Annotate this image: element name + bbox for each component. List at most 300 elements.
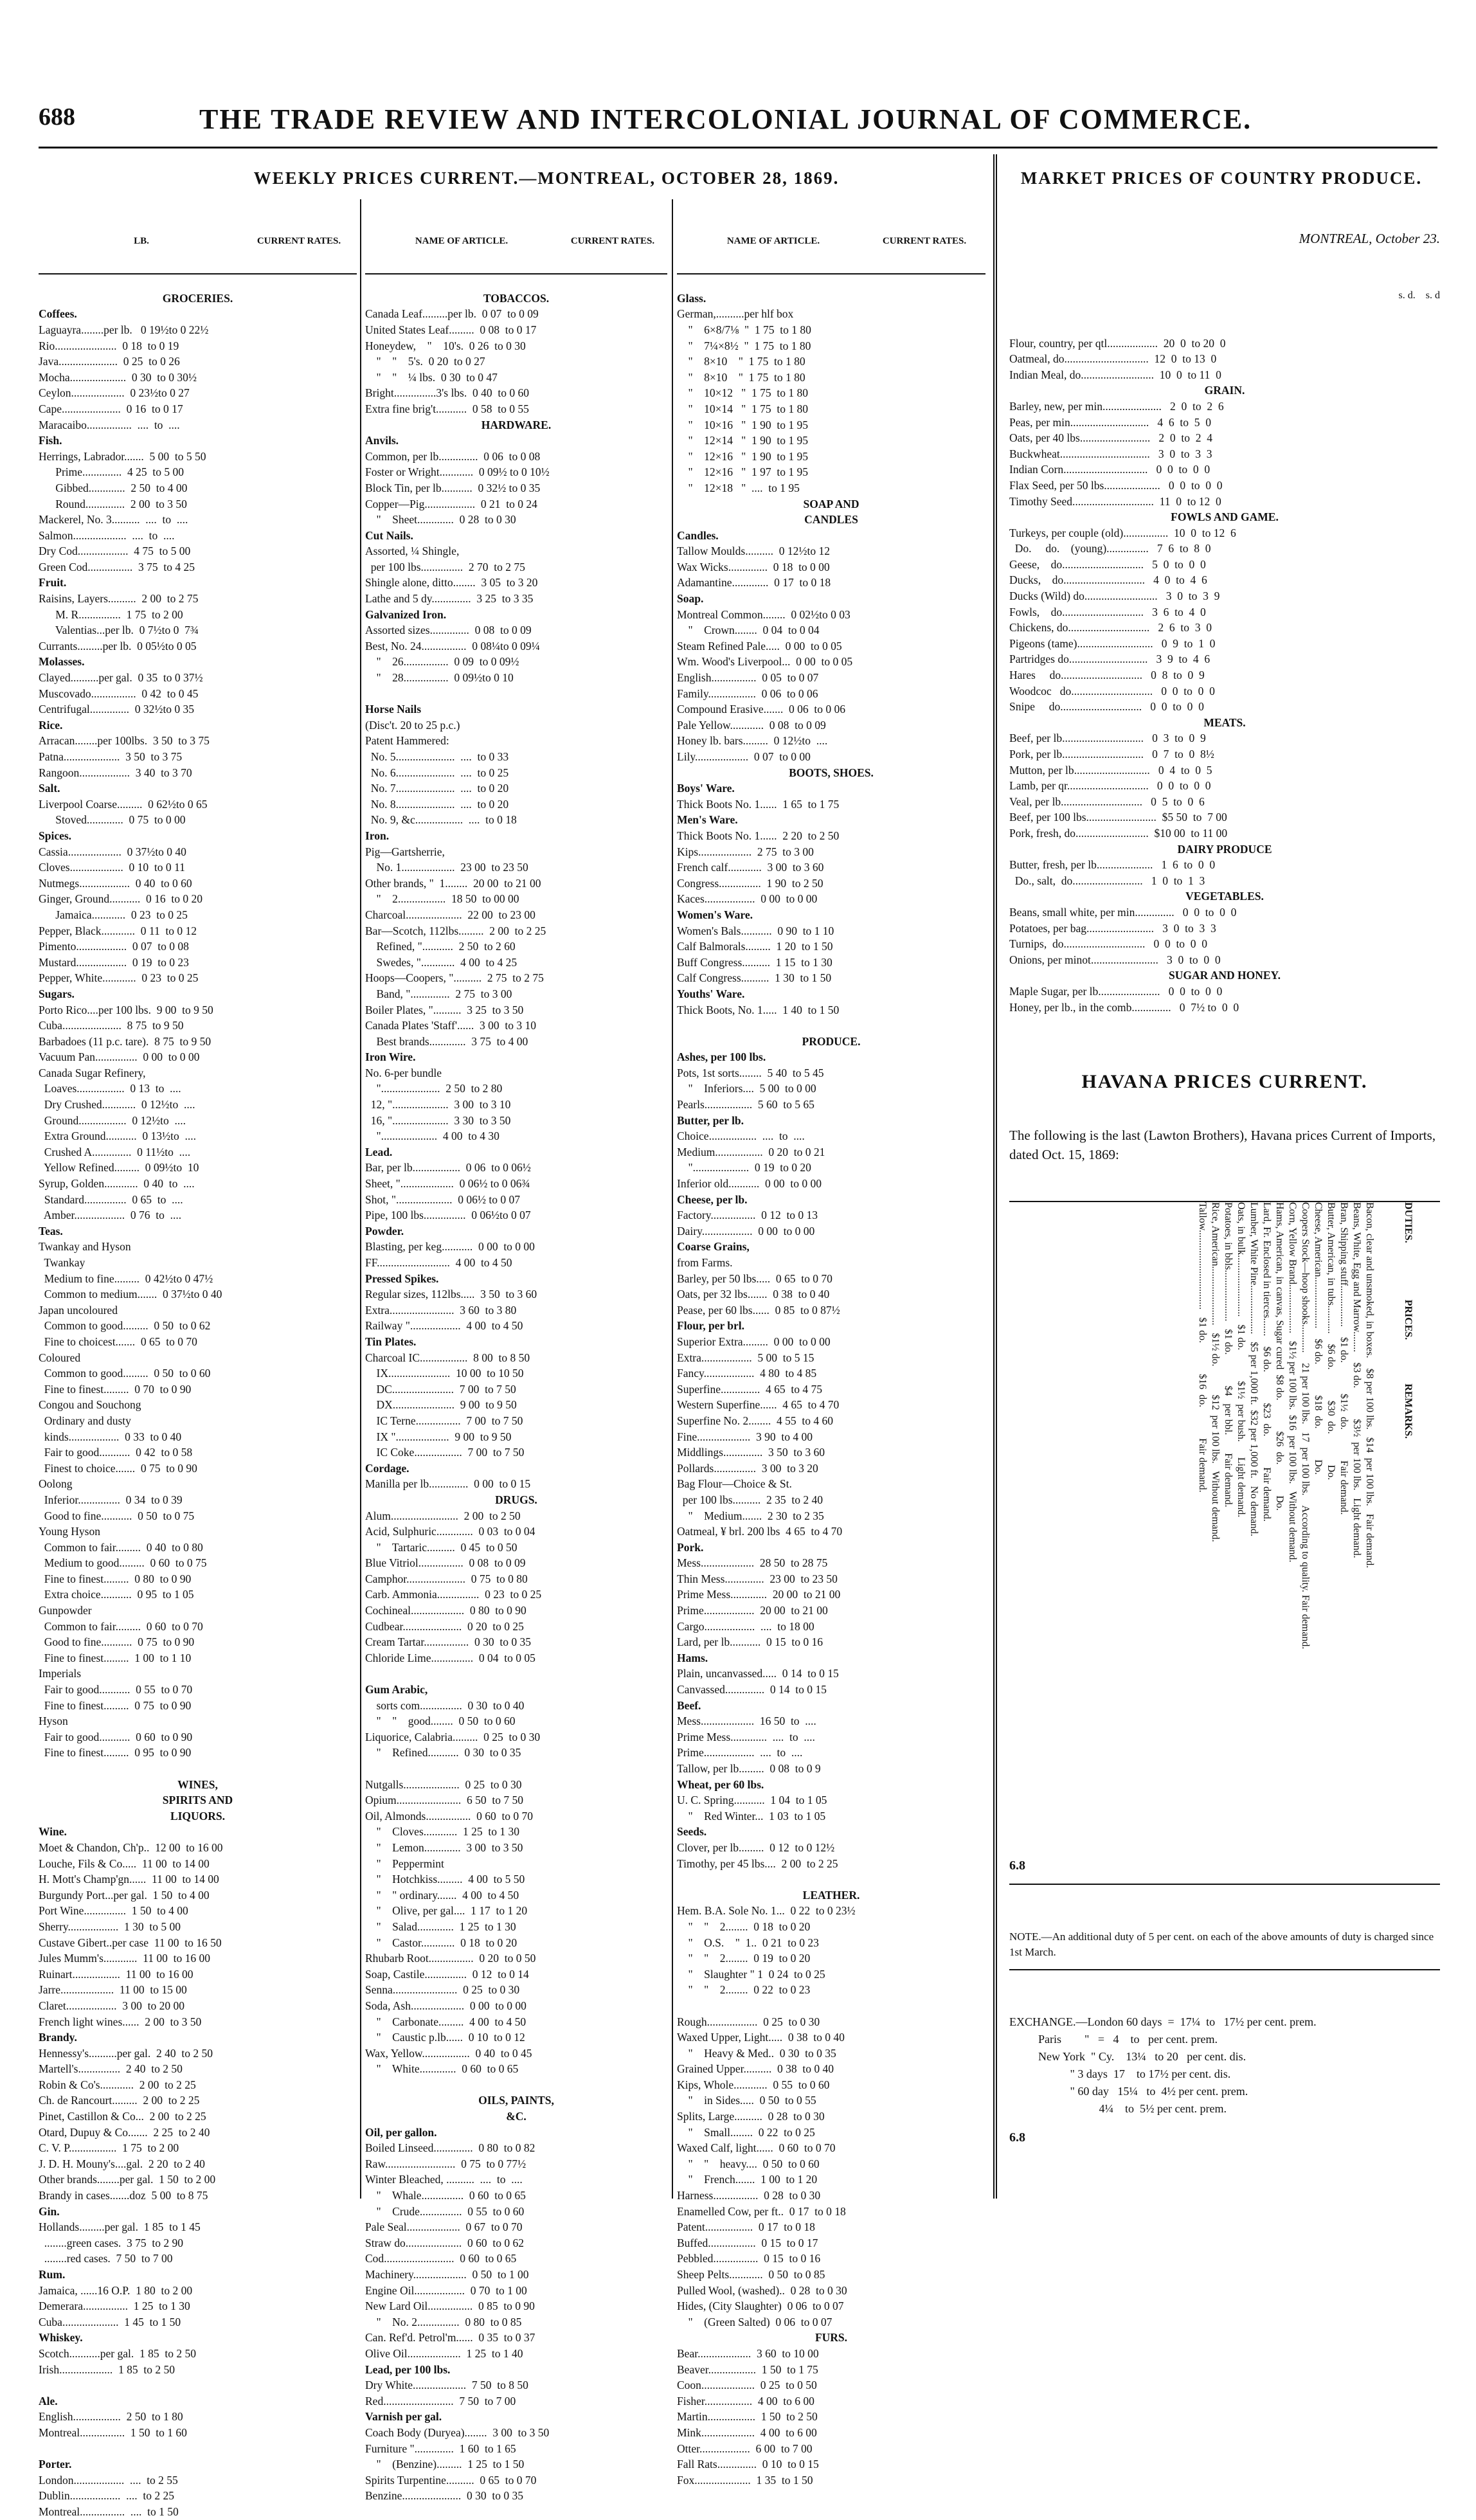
price-line: Geese, do............................. 5 0 to 0 0 <box>1009 557 1206 571</box>
price-line: Inferior old........... 0 00 to 0 00 <box>677 1177 822 1191</box>
price-line: Railway ".................. 4 00 to 4 50 <box>365 1319 523 1333</box>
havana-row: Lumber, White Pine................... $5 per 1,000 ft. $32 per 1,000 ft. No demand. <box>1248 1202 1259 1536</box>
exchange-line: Paris " = 4 to per cent. prem. <box>1009 2033 1218 2046</box>
price-line: Extra.................. 5 00 to 5 15 <box>677 1351 815 1364</box>
category-heading: Soap. <box>677 592 704 606</box>
category-heading: Lead, per 100 lbs. <box>365 2362 451 2376</box>
price-line: Canada Leaf.........per lb. 0 07 to 0 09 <box>365 307 539 321</box>
price-line: Martin................. 1 50 to 2 50 <box>677 2410 818 2424</box>
price-line <box>39 2377 357 2393</box>
price-line: Engine Oil.................. 0 70 to 1 00 <box>365 2283 527 2297</box>
exchange-line: EXCHANGE.—London 60 days = 17¼ to 17½ per cent. prem. <box>1009 2015 1317 2029</box>
price-line: ........red cases. 7 50 to 7 00 <box>39 2252 173 2265</box>
price-line: Cochineal................... 0 80 to 0 90 <box>365 1604 526 1617</box>
price-line: Charcoal.................... 22 00 to 23 00 <box>365 908 536 921</box>
price-line: Superfine.............. 4 65 to 4 75 <box>677 1382 823 1396</box>
price-line: Blue Vitriol................ 0 08 to 0 09 <box>365 1556 526 1570</box>
price-line: Prime.................. .... to .... <box>677 1746 803 1760</box>
price-line: Hem. B.A. Sole No. 1... 0 22 to 0 23½ <box>677 1904 856 1918</box>
price-line: " 7¼×8½ " 1 75 to 1 80 <box>677 339 811 352</box>
price-line: " Hotchkiss......... 4 00 to 5 50 <box>365 1873 525 1886</box>
price-line: " Refined........... 0 30 to 0 35 <box>365 1746 521 1760</box>
price-line <box>365 686 667 702</box>
price-line: Furniture ".............. 1 60 to 1 65 <box>365 2442 516 2455</box>
country-produce-list <box>1009 336 1440 1016</box>
price-line: Thick Boots No. 1...... 1 65 to 1 75 <box>677 797 840 811</box>
price-line: Montreal................ 1 50 to 1 60 <box>39 2426 187 2439</box>
price-line: " 12×14 " 1 90 to 1 95 <box>677 434 809 447</box>
exchange-line: " 60 day 15¼ to 4½ per cent. prem. <box>1009 2085 1248 2098</box>
prices-column-3 <box>677 199 986 2487</box>
section-heading: LIQUORS. <box>170 1809 226 1823</box>
price-line: " 12×16 " 1 97 to 1 95 <box>677 465 809 479</box>
category-heading: Fish. <box>39 434 62 447</box>
price-line: Mink................... 4 00 to 6 00 <box>677 2426 817 2439</box>
price-line: Fair to good........... 0 55 to 0 70 <box>39 1683 193 1697</box>
price-line: Indian Meal, do.......................... 10 0 to 11 0 <box>1009 368 1221 381</box>
price-line: Porto Rico....per 100 lbs. 9 00 to 9 50 <box>39 1003 213 1016</box>
price-line: " 2................. 18 50 to 00 00 <box>365 892 519 906</box>
category-heading: Gum Arabic, <box>365 1683 428 1697</box>
price-line: Do. do. (young)............... 7 6 to 8 0 <box>1009 542 1211 555</box>
price-line: Liverpool Coarse......... 0 62½to 0 65 <box>39 797 208 811</box>
price-line: Manilla per lb.............. 0 00 to 0 15 <box>365 1477 531 1491</box>
section-heading: FOWLS AND GAME. <box>1171 510 1279 524</box>
price-line: Bright...............3's lbs. 0 40 to 0 60 <box>365 386 529 400</box>
price-line: Soda, Ash................... 0 00 to 0 00 <box>365 1999 526 2012</box>
price-line: Beaver................. 1 50 to 1 75 <box>677 2362 818 2376</box>
price-line: Dry White................... 7 50 to 8 50 <box>365 2379 528 2392</box>
price-line <box>677 1018 986 1034</box>
category-heading: Pressed Spikes. <box>365 1272 439 1285</box>
price-line: Wax, Yellow................. 0 40 to 0 45 <box>365 2046 532 2060</box>
price-line: " " ¼ lbs. 0 30 to 0 47 <box>365 370 498 384</box>
section-heading: GRAIN. <box>1204 384 1245 397</box>
price-line <box>39 2441 357 2457</box>
prices-column-2 <box>365 199 667 2503</box>
price-line: Liquorice, Calabria......... 0 25 to 0 30 <box>365 1730 541 1743</box>
price-line: Honeydew, " 10's. 0 26 to 0 30 <box>365 339 526 352</box>
price-line: Other brands, " 1........ 20 00 to 21 00 <box>365 876 541 890</box>
price-line: Dublin.................. .... to 2 25 <box>39 2489 174 2503</box>
price-line: Beef, per lb............................. 0 3 to 0 9 <box>1009 732 1206 745</box>
category-heading: Molasses. <box>39 655 85 669</box>
price-line: per 100 lbs.......... 2 35 to 2 40 <box>677 1493 824 1506</box>
price-line: Western Superfine...... 4 65 to 4 70 <box>677 1398 840 1412</box>
price-line: Standard............... 0 65 to .... <box>39 1192 183 1206</box>
country-produce-column <box>1009 199 1440 2205</box>
price-line: Calf Balmorals......... 1 20 to 1 50 <box>677 940 833 953</box>
price-line: " Slaughter " 1 0 24 to 0 25 <box>677 1967 825 1981</box>
category-heading: Iron. <box>365 829 390 842</box>
price-line: Mess................... 28 50 to 28 75 <box>677 1556 828 1570</box>
havana-note: NOTE.—An additional duty of 5 per cent. on each of the above amounts of duty is charged since 1st March. <box>1009 1929 1440 1970</box>
section-heading: MEATS. <box>1203 716 1246 729</box>
price-line: Coon................... 0 25 to 0 50 <box>677 2379 817 2392</box>
price-line <box>365 1761 667 1777</box>
price-line: Barley, new, per min..................... 2 0 to 2 6 <box>1009 399 1224 413</box>
price-line: Ginger, Ground........... 0 16 to 0 20 <box>39 892 203 906</box>
price-line: 16, ".................... 3 30 to 3 50 <box>365 1113 511 1127</box>
price-line: Adamantine............. 0 17 to 0 18 <box>677 576 831 590</box>
header-name-of-article: NAME OF ARTICLE. <box>415 236 509 247</box>
price-line: Fair to good........... 0 60 to 0 90 <box>39 1730 193 1743</box>
price-line: " 8×10 " 1 75 to 1 80 <box>677 370 806 384</box>
price-line: Assorted, ¼ Shingle, <box>365 544 460 558</box>
price-line: Good to fine........... 0 50 to 0 75 <box>39 1509 195 1522</box>
price-line: Can. Ref'd. Petrol'm...... 0 35 to 0 37 <box>365 2331 536 2344</box>
section-heading: SOAP AND <box>803 497 860 510</box>
category-heading: Powder. <box>365 1224 404 1238</box>
price-line: Medium................. 0 20 to 0 21 <box>677 1145 825 1158</box>
price-line: Dry Crushed............ 0 12½to .... <box>39 1098 195 1112</box>
price-line: Extra fine brig't........... 0 58 to 0 55 <box>365 402 529 415</box>
price-line: London.................. .... to 2 55 <box>39 2473 178 2487</box>
havana-row: Bacon, clear and unsmoked, in boxes. $8 per 100 lbs. $14 per 100 lbs. Fair demand. <box>1364 1202 1375 1569</box>
price-line: No. 9, &c................. .... to 0 18 <box>365 813 517 827</box>
category-heading: Fruit. <box>39 576 67 590</box>
price-line: Lathe and 5 dy.............. 3 25 to 3 35 <box>365 592 534 606</box>
price-line: No. 5..................... .... to 0 33 <box>365 750 509 763</box>
price-line <box>39 1761 357 1777</box>
price-line: Hyson <box>39 1715 68 1728</box>
section-heading: DAIRY PRODUCE <box>1177 842 1272 856</box>
category-heading: Butter, per lb. <box>677 1113 744 1127</box>
price-line: Kips, Whole............ 0 55 to 0 60 <box>677 2078 830 2091</box>
price-line: Enamelled Cow, per ft.. 0 17 to 0 18 <box>677 2204 846 2218</box>
price-line: Other brands........per gal. 1 50 to 2 00 <box>39 2173 216 2186</box>
price-line: Congress............... 1 90 to 2 50 <box>677 876 824 890</box>
price-line: Jamaica, ......16 O.P. 1 80 to 2 00 <box>39 2283 193 2297</box>
price-line: Pork, fresh, do.......................... $10 00 to 11 00 <box>1009 826 1228 840</box>
header-current-rates: CURRENT RATES. <box>882 236 967 247</box>
price-line: Custave Gibert..per case 11 00 to 16 50 <box>39 1936 222 1949</box>
price-line: " Small........ 0 22 to 0 25 <box>677 2125 815 2139</box>
price-line: Robin & Co's............ 2 00 to 2 25 <box>39 2078 196 2091</box>
price-line: Fine to finest......... 1 00 to 1 10 <box>39 1651 192 1664</box>
category-heading: Candles. <box>677 528 719 542</box>
price-line: New Lard Oil................ 0 85 to 0 90 <box>365 2300 535 2313</box>
price-line: Oats, per 40 lbs......................... 2 0 to 2 4 <box>1009 431 1212 445</box>
price-line: Maracaibo................ .... to .... <box>39 418 180 431</box>
section-heading: TOBACCOS. <box>483 291 550 305</box>
price-line: Cape..................... 0 16 to 0 17 <box>39 402 183 415</box>
havana-columns: DUTIES. PRICES. REMARKS. <box>1403 1202 1414 1439</box>
category-heading: Ashes, per 100 lbs. <box>677 1050 766 1064</box>
price-line: Sherry.................. 1 30 to 5 00 <box>39 1920 181 1933</box>
category-heading: Boys' Ware. <box>677 782 735 795</box>
price-line: (Disc't. 20 to 25 p.c.) <box>365 718 460 732</box>
price-line: Burgundy Port...per gal. 1 50 to 4 00 <box>39 1888 210 1902</box>
page-number: 688 <box>39 104 75 130</box>
price-line: Thick Boots No. 1...... 2 20 to 2 50 <box>677 829 840 842</box>
price-line: Valentias...per lb. 0 7½to 0 7¾ <box>39 624 199 637</box>
price-line: Cod......................... 0 60 to 0 65 <box>365 2252 517 2265</box>
category-heading: Horse Nails <box>365 703 422 716</box>
price-line: Claret.................. 3 00 to 20 00 <box>39 1999 184 2012</box>
price-line: Buffed................. 0 15 to 0 17 <box>677 2236 818 2249</box>
havana-intro: The following is the last (Lawton Brothers), Havana prices Current of Imports, dated Oct. 15, 1869: <box>1009 1127 1436 1162</box>
price-line: Fine to finest......... 0 75 to 0 90 <box>39 1698 192 1712</box>
price-line <box>677 1998 986 2014</box>
price-line: " " heavy.... 0 50 to 0 60 <box>677 2157 820 2170</box>
price-line: Straw do.................... 0 60 to 0 62 <box>365 2236 524 2249</box>
price-line: Shingle alone, ditto........ 3 05 to 3 20 <box>365 576 538 590</box>
price-line: " Olive, per gal.... 1 17 to 1 20 <box>365 1904 528 1918</box>
price-line: Pinet, Castillon & Co... 2 00 to 2 25 <box>39 2110 206 2123</box>
column-divider <box>360 199 361 2199</box>
price-line: Superior Extra......... 0 00 to 0 00 <box>677 1335 831 1348</box>
category-heading: Wine. <box>39 1825 67 1839</box>
price-line: Refined, "........... 2 50 to 2 60 <box>365 940 516 953</box>
price-line: " 10×16 " 1 90 to 1 95 <box>677 418 809 431</box>
price-line: Beef, per 100 lbs......................... $5 50 to 7 00 <box>1009 811 1227 824</box>
masthead: THE TRADE REVIEW AND INTERCOLONIAL JOURNAL OF COMMERCE. <box>199 104 1252 135</box>
price-line: Pale Seal................... 0 67 to 0 70 <box>365 2220 523 2234</box>
price-line: Patent Hammered: <box>365 734 449 748</box>
price-line: J. D. H. Mouny's....gal. 2 20 to 2 40 <box>39 2157 205 2170</box>
price-line: Patent................. 0 17 to 0 18 <box>677 2220 815 2234</box>
price-line: Medium to fine......... 0 42½to 0 47½ <box>39 1272 213 1285</box>
category-heading: Gin. <box>39 2204 60 2218</box>
price-line: Montreal Common........ 0 02½to 0 03 <box>677 608 851 621</box>
section-heading: CANDLES <box>804 513 858 526</box>
price-line: Plain, uncanvassed..... 0 14 to 0 15 <box>677 1667 839 1680</box>
section-heading: FURS. <box>815 2331 848 2344</box>
price-line: IX "................... 9 00 to 9 50 <box>365 1430 512 1443</box>
price-line: Imperials <box>39 1667 82 1680</box>
price-line: Sheet, "................... 0 06½ to 0 06¾ <box>365 1177 530 1191</box>
price-line: Turkeys, per couple (old)................ 10 0 to 12 6 <box>1009 526 1236 539</box>
price-line: Prime.................. 20 00 to 21 00 <box>677 1604 828 1617</box>
price-line: Band, ".............. 2 75 to 3 00 <box>365 987 512 1000</box>
section-heading: LEATHER. <box>802 1888 860 1902</box>
price-line: Hollands.........per gal. 1 85 to 1 45 <box>39 2220 201 2234</box>
price-line: " White............. 0 60 to 0 65 <box>365 2062 519 2076</box>
havana-row: Lard, Fr. Enclosed in tierces....... $6 do. $23 do. Fair demand. <box>1261 1202 1272 1522</box>
price-line: " O.S. " 1.. 0 21 to 0 23 <box>677 1936 819 1949</box>
price-line: " " 5's. 0 20 to 0 27 <box>365 355 485 368</box>
price-line: 12, ".................... 3 00 to 3 10 <box>365 1098 511 1112</box>
price-line: Syrup, Golden............ 0 40 to .... <box>39 1177 195 1191</box>
price-line: " Cloves............ 1 25 to 1 30 <box>365 1825 519 1839</box>
price-line: Oats, per 32 lbs....... 0 38 to 0 40 <box>677 1288 830 1301</box>
price-line: "..................... 2 50 to 2 80 <box>365 1082 503 1095</box>
price-line: Common to medium....... 0 37½to 0 40 <box>39 1288 222 1301</box>
price-line: Common to good......... 0 50 to 0 62 <box>39 1319 211 1333</box>
price-line: Steam Refined Pale..... 0 00 to 0 05 <box>677 639 842 652</box>
price-line: Wm. Wood's Liverpool... 0 00 to 0 05 <box>677 655 853 669</box>
price-line: Loaves................. 0 13 to .... <box>39 1082 181 1095</box>
price-line: Cargo.................. .... to 18 00 <box>677 1619 815 1633</box>
price-line: Ground................. 0 12½to .... <box>39 1113 186 1127</box>
price-line: United States Leaf......... 0 08 to 0 17 <box>365 323 537 336</box>
price-line: Onions, per minot........................ 3 0 to 0 0 <box>1009 953 1221 966</box>
price-line: Medium to good......... 0 60 to 0 75 <box>39 1556 207 1570</box>
price-line: Oatmeal, ¥ brl. 200 lbs 4 65 to 4 70 <box>677 1525 843 1538</box>
price-line: Pork, per lb............................. 0 7 to 0 8½ <box>1009 748 1214 760</box>
price-line: Common to good......... 0 50 to 0 60 <box>39 1367 211 1380</box>
price-line: Louche, Fils & Co..... 11 00 to 14 00 <box>39 1857 210 1870</box>
price-line: Fowls, do............................. 3 6 to 4 0 <box>1009 605 1206 618</box>
price-line: Bar, per lb................. 0 06 to 0 06½ <box>365 1161 531 1174</box>
price-line: Rio...................... 0 18 to 0 19 <box>39 339 179 352</box>
price-line: Woodcoc do............................. 0 0 to 0 0 <box>1009 684 1215 698</box>
price-line: Gibbed............. 2 50 to 4 00 <box>39 481 188 494</box>
havana-side-mark: 6.8 <box>1009 1858 1025 1873</box>
price-line: Pepper, Black............ 0 11 to 0 12 <box>39 924 197 937</box>
price-line: Factory................ 0 12 to 0 13 <box>677 1209 818 1222</box>
price-line: Fall Rats.............. 0 10 to 0 15 <box>677 2458 819 2471</box>
price-line: Superfine No. 2........ 4 55 to 4 60 <box>677 1414 834 1427</box>
price-line: " Tartaric.......... 0 45 to 0 50 <box>365 1540 518 1554</box>
price-line: " Heavy & Med.. 0 30 to 0 35 <box>677 2046 836 2060</box>
price-line: Fox.................... 1 35 to 1 50 <box>677 2473 813 2487</box>
price-line: Hides, (City Slaughter) 0 06 to 0 07 <box>677 2300 844 2313</box>
price-line: Assorted sizes.............. 0 08 to 0 09 <box>365 624 532 637</box>
havana-rotated-block <box>1196 1202 1440 1877</box>
price-line: Bag Flour—Choice & St. <box>677 1477 792 1491</box>
price-line: Chloride Lime............... 0 04 to 0 05 <box>365 1651 536 1664</box>
price-line: " Castor............ 0 18 to 0 20 <box>365 1936 518 1949</box>
category-heading: Wheat, per 60 lbs. <box>677 1778 764 1791</box>
weekly-prices-title: WEEKLY PRICES CURRENT.—MONTREAL, OCTOBER 28, 1869. <box>253 168 840 188</box>
price-line: " 26................ 0 09 to 0 09½ <box>365 655 519 669</box>
price-line: Pepper, White............ 0 23 to 0 25 <box>39 971 199 985</box>
price-line: Otter.................. 6 00 to 7 00 <box>677 2442 813 2455</box>
price-line: sorts com............... 0 30 to 0 40 <box>365 1698 525 1712</box>
category-heading: Varnish per gal. <box>365 2410 442 2424</box>
price-line: " Inferiors.... 5 00 to 0 00 <box>677 1082 816 1095</box>
price-line: Fine................... 3 90 to 4 00 <box>677 1430 813 1443</box>
price-line: " " ordinary....... 4 00 to 4 50 <box>365 1888 519 1902</box>
price-line: Winter Bleached, .......... .... to .... <box>365 2173 523 2186</box>
price-line: Hennessy's..........per gal. 2 40 to 2 50 <box>39 2046 213 2060</box>
price-line: Port Wine............... 1 50 to 4 00 <box>39 1904 188 1918</box>
price-line: H. Mott's Champ'gn...... 11 00 to 14 00 <box>39 1873 219 1886</box>
price-line: Clover, per lb......... 0 12 to 0 12½ <box>677 1841 835 1854</box>
price-line: Ceylon................... 0 23½to 0 27 <box>39 386 190 400</box>
price-line: Vacuum Pan............... 0 00 to 0 00 <box>39 1050 200 1064</box>
price-line: Charcoal IC................. 8 00 to 8 50 <box>365 1351 530 1364</box>
section-double-divider <box>993 154 997 2199</box>
price-line: Bear................... 3 60 to 10 00 <box>677 2346 819 2360</box>
price-line: Flax Seed, per 50 lbs.................... 0 0 to 0 0 <box>1009 478 1223 492</box>
price-line: Boiled Linseed.............. 0 80 to 0 82 <box>365 2141 536 2155</box>
price-line: Prime.............. 4 25 to 5 00 <box>39 465 184 479</box>
price-line: Soap, Castile............... 0 12 to 0 14 <box>365 1967 529 1981</box>
header-current-rates: CURRENT RATES. <box>256 236 341 247</box>
price-line: Calf Congress.......... 1 30 to 1 50 <box>677 971 832 985</box>
price-line: IC Coke................. 7 00 to 7 50 <box>365 1446 525 1459</box>
price-line: " Red Winter... 1 03 to 1 05 <box>677 1809 826 1823</box>
price-line: Congou and Souchong <box>39 1398 141 1412</box>
price-line: Fancy.................. 4 80 to 4 85 <box>677 1367 817 1380</box>
price-line: Flour, country, per qtl.................. 20 0 to 20 0 <box>1009 336 1226 350</box>
price-line: Fair to good........... 0 42 to 0 58 <box>39 1446 193 1459</box>
price-line: " Carbonate......... 4 00 to 4 50 <box>365 2015 526 2028</box>
category-heading: Flour, per brl. <box>677 1319 745 1333</box>
price-line: Pulled Wool, (washed).. 0 28 to 0 30 <box>677 2283 847 2297</box>
category-heading: Sugars. <box>39 987 75 1000</box>
price-line: Fine to finest......... 0 95 to 0 90 <box>39 1746 192 1760</box>
price-line: Pots, 1st sorts........ 5 40 to 5 45 <box>677 1066 824 1079</box>
price-line: " 10×14 " 1 75 to 1 80 <box>677 402 809 415</box>
price-line: Demerara................ 1 25 to 1 30 <box>39 2300 190 2313</box>
price-line: Yellow Refined......... 0 09½to 10 <box>39 1161 199 1174</box>
price-line: Otard, Dupuy & Co....... 2 25 to 2 40 <box>39 2125 210 2139</box>
price-line: Rhubarb Root................ 0 20 to 0 50 <box>365 1952 536 1965</box>
havana-row: Oats, in bulk........................ $1 do. $1½ per bush. Light demand. <box>1236 1202 1246 1518</box>
price-line: Japan uncoloured <box>39 1303 118 1317</box>
price-line: Java..................... 0 25 to 0 26 <box>39 355 180 368</box>
section-heading: SPIRITS AND <box>162 1794 233 1807</box>
price-line: Splits, Large.......... 0 28 to 0 30 <box>677 2110 825 2123</box>
price-line: Indian Corn.............................. 0 0 to 0 0 <box>1009 463 1210 476</box>
price-line: Twankay and Hyson <box>39 1240 131 1254</box>
price-line: Wax Wicks.............. 0 18 to 0 00 <box>677 560 830 573</box>
price-line: No. 8..................... .... to 0 20 <box>365 797 509 811</box>
price-line: Raw......................... 0 75 to 0 77½ <box>365 2157 526 2170</box>
section-heading: BOOTS, SHOES. <box>789 766 874 779</box>
price-line: " Crude............... 0 55 to 0 60 <box>365 2204 525 2218</box>
category-heading: Anvils. <box>365 434 399 447</box>
price-line: Good to fine........... 0 75 to 0 90 <box>39 1635 195 1649</box>
price-line: Dry Cod.................. 4 75 to 5 00 <box>39 544 191 558</box>
price-line: Best, No. 24................ 0 08¼to 0 09¼ <box>365 639 540 652</box>
price-line: Raisins, Layers.......... 2 00 to 2 75 <box>39 592 199 606</box>
price-line: No. 6-per bundle <box>365 1066 442 1079</box>
price-line: IX...................... 10 00 to 10 50 <box>365 1367 524 1380</box>
category-heading: Iron Wire. <box>365 1050 416 1064</box>
category-heading: Cheese, per lb. <box>677 1192 748 1206</box>
price-line: Thin Mess.............. 23 00 to 23 50 <box>677 1572 838 1585</box>
price-line: Waxed Calf, light...... 0 60 to 0 70 <box>677 2141 836 2155</box>
price-line: Buckwheat................................ 3 0 to 3 3 <box>1009 447 1212 460</box>
price-line: Mocha.................... 0 30 to 0 30½ <box>39 370 197 384</box>
price-line: Senna....................... 0 25 to 0 30 <box>365 1983 520 1997</box>
price-line: Pigeons (tame)........................... 0 9 to 1 0 <box>1009 636 1216 650</box>
price-line: Alum........................ 2 00 to 2 50 <box>365 1509 521 1522</box>
price-line: " (Green Salted) 0 06 to 0 07 <box>677 2315 833 2328</box>
price-line: Arracan........per 100lbs. 3 50 to 3 75 <box>39 734 210 748</box>
price-line: English................ 0 05 to 0 07 <box>677 671 819 685</box>
price-line: Extra choice........... 0 95 to 1 05 <box>39 1588 194 1601</box>
price-line: Irish................... 1 85 to 2 50 <box>39 2362 175 2376</box>
price-line: Salmon................... .... to .... <box>39 528 175 542</box>
price-line: " Caustic p.lb...... 0 10 to 0 12 <box>365 2031 525 2044</box>
category-heading: Salt. <box>39 782 60 795</box>
price-line: Cassia................... 0 37½to 0 40 <box>39 845 186 858</box>
price-line: Copper—Pig.................. 0 21 to 0 24 <box>365 497 537 510</box>
price-line: Jamaica............ 0 23 to 0 25 <box>39 908 188 921</box>
country-date-line: MONTREAL, October 23. <box>1299 231 1440 247</box>
price-line: Timothy, per 45 lbs.... 2 00 to 2 25 <box>677 1857 838 1870</box>
price-line: Rough.................. 0 25 to 0 30 <box>677 2015 820 2028</box>
price-line: Fisher................. 4 00 to 6 00 <box>677 2394 815 2408</box>
category-heading: Cordage. <box>365 1461 410 1475</box>
price-line: Pig—Gartsherrie, <box>365 845 445 858</box>
column-header <box>365 231 667 274</box>
price-line: Twankay <box>39 1256 86 1269</box>
price-line: kinds.................. 0 33 to 0 40 <box>39 1430 182 1443</box>
price-line: " " 2........ 0 22 to 0 23 <box>677 1983 811 1997</box>
price-line: No. 7..................... .... to 0 20 <box>365 782 509 795</box>
section-heading: PRODUCE. <box>802 1034 861 1048</box>
price-line <box>365 1666 667 1682</box>
category-heading: Porter. <box>39 2458 72 2471</box>
price-line: Chickens, do............................. 2 6 to 3 0 <box>1009 621 1212 634</box>
